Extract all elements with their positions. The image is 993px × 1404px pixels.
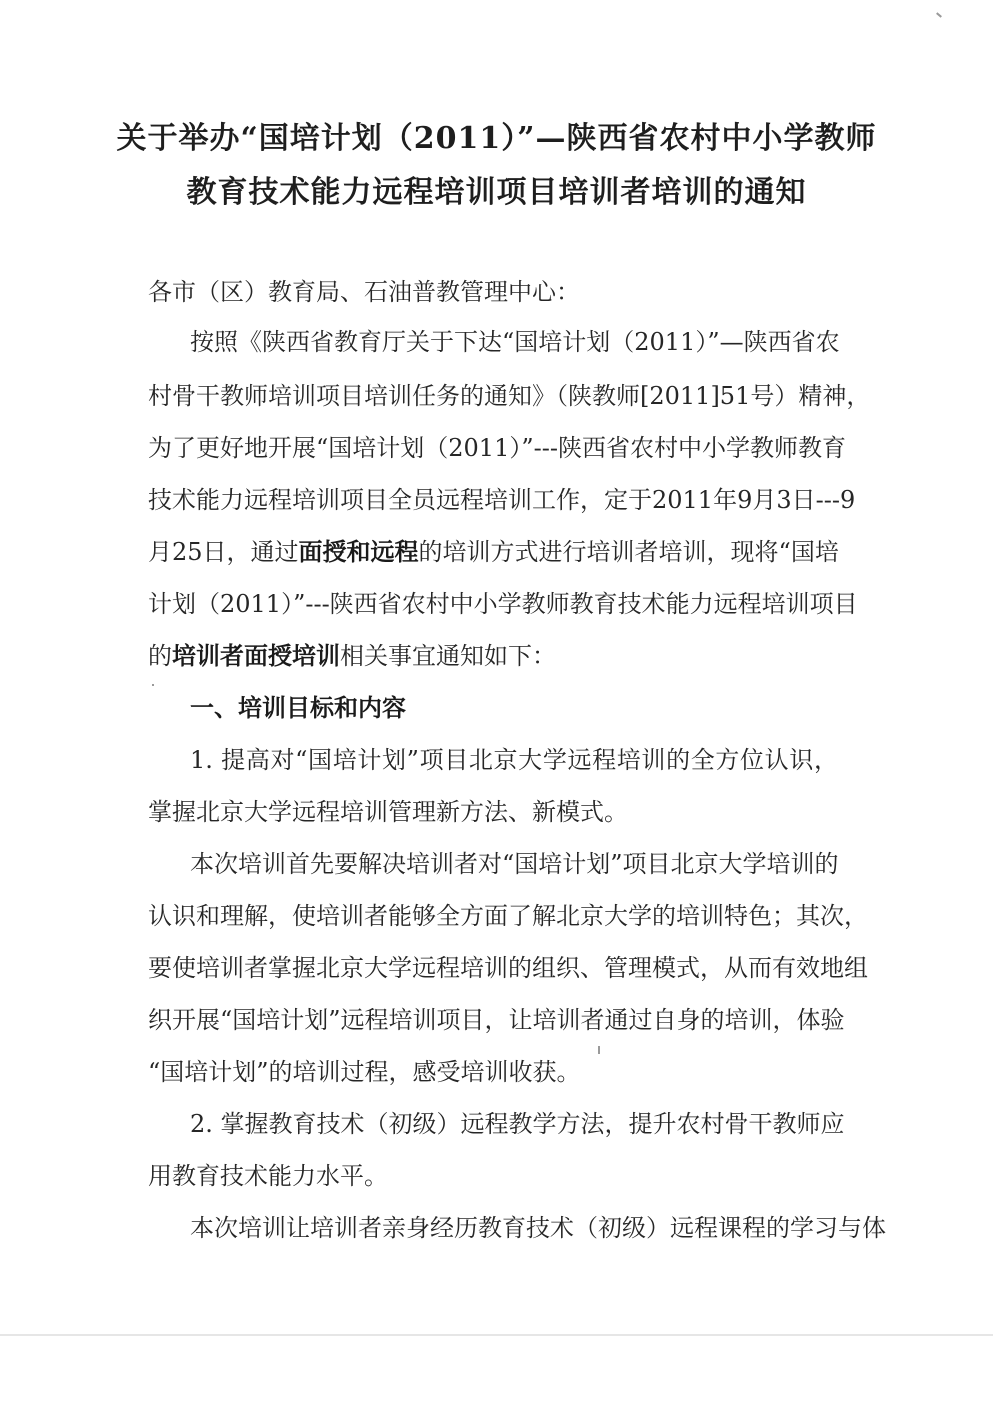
text-run: 的 [148,642,172,670]
paragraph-line: 认识和理解，使培训者能够全方面了解北京大学的培训特色；其次， [148,902,868,930]
paragraph-line: 计划（2011）”---陕西省农村中小学教师教育技术能力远程培训项目 [148,590,858,618]
title-line-2: 教育技术能力远程培训项目培训者培训的通知 [186,175,807,210]
salutation: 各市（区）教育局、石油普教管理中心： [148,278,580,306]
text-run: 的培训方式进行培训者培训，现将“国培 [418,538,839,566]
paragraph-line [148,641,838,671]
section-heading [190,693,838,723]
list-item-line: 1. 提高对“国培计划”项目北京大学远程培训的全方位认识， [190,746,838,774]
title-line-1: 关于举办“国培计划（2011）”—陕西省农村中小学教师 [116,121,877,156]
paragraph-line: 按照《陕西省教育厅关于下达“国培计划（2011）”—陕西省农 [190,328,840,356]
paragraph-line: 本次培训首先要解决培训者对“国培计划”项目北京大学培训的 [190,850,839,878]
list-item-line: 掌握北京大学远程培训管理新方法、新模式。 [148,798,628,826]
paragraph-line: 织开展“国培计划”远程培训项目，让培训者通过自身的培训，体验 [148,1006,845,1034]
paragraph-line: 要使培训者掌握北京大学远程培训的组织、管理模式，从而有效地组 [148,954,868,982]
list-item-line: 用教育技术能力水平。 [148,1162,388,1190]
text-run: 相关事宜通知如下： [340,642,556,670]
paragraph-line: “国培计划”的培训过程，感受培训收获。 [148,1058,581,1086]
scan-mark [598,1046,600,1054]
paragraph-line: 村骨干教师培训项目培训任务的通知》（陕教师[2011]51号）精神， [148,382,871,410]
paragraph-line: 为了更好地开展“国培计划（2011）”---陕西省农村中小学教师教育 [148,434,846,462]
scan-mark [936,12,942,17]
scan-mark [152,684,154,686]
list-item-line: 2. 掌握教育技术（初级）远程教学方法，提升农村骨干教师应 [190,1110,845,1138]
text-run: 月25日，通过 [148,538,299,566]
paragraph-line: 本次培训让培训者亲身经历教育技术（初级）远程课程的学习与体 [190,1214,886,1242]
bold-text-run: 面授和远程 [298,537,419,566]
bold-text-run: 培训者面授培训 [172,641,340,670]
section-heading-text: 一、培训目标和内容 [190,693,406,722]
paragraph-line [148,537,838,567]
scan-edge-line [0,1334,993,1336]
paragraph-line: 技术能力远程培训项目全员远程培训工作，定于2011年9月3日---9 [148,486,856,514]
